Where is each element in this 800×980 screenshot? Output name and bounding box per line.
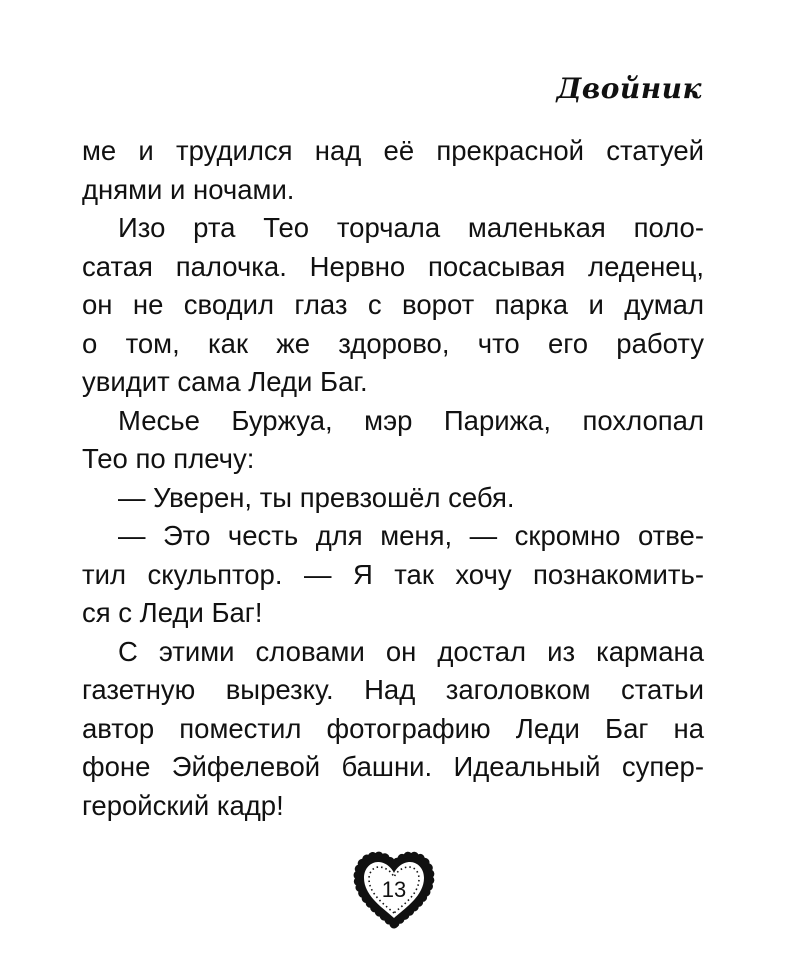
paragraph bbox=[82, 209, 704, 402]
text-line: Тео по плечу: bbox=[82, 443, 255, 474]
text-line: ме и трудился над её прекрасной статуей bbox=[82, 135, 704, 166]
paragraph bbox=[82, 132, 704, 209]
text-line: Месье Буржуа, мэр Парижа, похлопал bbox=[118, 404, 704, 436]
text-line: С этими словами он достал из кармана bbox=[118, 635, 704, 667]
text-line: о том, как же здорово, что его работу bbox=[82, 327, 704, 359]
text-line: Изо рта Тео торчала маленькая поло- bbox=[118, 212, 704, 243]
paragraph bbox=[82, 633, 704, 826]
text-line: днями и ночами. bbox=[82, 173, 295, 205]
text-line: он не сводил глаз с ворот парка и думал bbox=[82, 289, 704, 320]
page-number-badge bbox=[352, 850, 436, 930]
text-line: сатая палочка. Нервно посасывая леденец, bbox=[82, 250, 704, 282]
page-number: 13 bbox=[381, 877, 407, 902]
text-line: — Уверен, ты превзошёл себя. bbox=[118, 481, 515, 513]
running-header-title: Двойник bbox=[556, 72, 702, 105]
text-line: увидит сама Леди Баг. bbox=[82, 366, 368, 397]
body-text bbox=[82, 132, 704, 825]
paragraph bbox=[82, 402, 704, 479]
text-line: газетную вырезку. Над заголовком статьи bbox=[82, 674, 704, 705]
paragraph bbox=[82, 479, 704, 518]
text-line: — Это честь для меня, — скромно отве- bbox=[118, 520, 704, 551]
text-line: фоне Эйфелевой башни. Идеальный супер- bbox=[82, 751, 704, 782]
text-line: автор поместил фотографию Леди Баг на bbox=[82, 712, 704, 744]
text-line: тил скульптор. — Я так хочу познакомить- bbox=[82, 558, 704, 590]
text-line: ся с Леди Баг! bbox=[82, 597, 263, 628]
text-line: геройский кадр! bbox=[82, 789, 284, 821]
paragraph bbox=[82, 517, 704, 633]
